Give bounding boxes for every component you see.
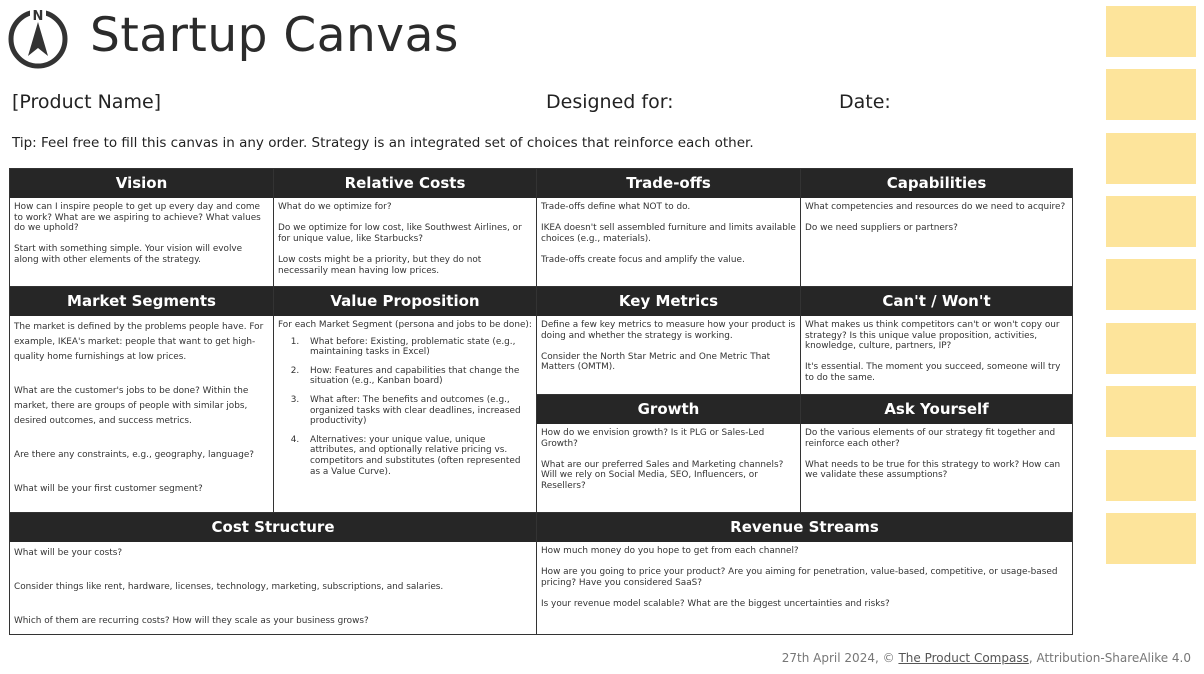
growth-section[interactable] (537, 395, 801, 513)
value-proposition-list (278, 337, 532, 478)
section-text: How are you going to price your product? Are you aiming for penetration, value-based, competitive, or usage-based pricing? Have you considered SaaS? (541, 567, 1058, 588)
relative-costs-section[interactable] (274, 169, 537, 287)
section-title: Can't / Won't (801, 287, 1072, 316)
sticky-note[interactable] (1106, 196, 1196, 247)
section-text: Trade-offs define what NOT to do. (541, 202, 691, 212)
ask-yourself-section[interactable] (801, 395, 1072, 513)
strategy-canvas (9, 168, 1073, 635)
section-title: Key Metrics (537, 287, 800, 316)
list-item: 1. What before: Existing, problematic state (e.g., maintaining tasks in Excel) (302, 337, 532, 358)
market-segments-section[interactable] (10, 287, 274, 513)
section-text: Are there any constraints, e.g., geography, language? (14, 450, 255, 460)
compass-letter: N (32, 9, 44, 24)
section-text: Low costs might be a priority, but they do not necessarily mean having low prices. (278, 254, 482, 276)
section-text: What will be your costs? (14, 548, 123, 558)
section-title: Market Segments (10, 287, 273, 316)
product-name-field[interactable]: [Product Name] (12, 91, 162, 113)
section-text: Do we need suppliers or partners? (805, 223, 958, 234)
designed-for-label: Designed for: (546, 91, 674, 113)
section-text: Which of them are recurring costs? How will they scale as your business grows? (14, 616, 369, 626)
section-title: Ask Yourself (801, 395, 1072, 424)
section-title: Trade-offs (537, 169, 800, 198)
value-proposition-section[interactable] (274, 287, 537, 513)
page-title: Startup Canvas (90, 8, 459, 63)
section-text: How do we envision growth? Is it PLG or Sales-Led Growth? (541, 428, 765, 449)
sticky-note[interactable] (1106, 450, 1196, 501)
sticky-note[interactable] (1106, 259, 1196, 310)
section-text: What will be your first customer segment? (14, 484, 203, 494)
tip-text: Tip: Feel free to fill this canvas in any order. Strategy is an integrated set of choices that reinforce each other. (12, 135, 754, 151)
section-title: Cost Structure (10, 513, 536, 542)
footer (782, 651, 1191, 665)
revenue-streams-section[interactable] (537, 513, 1072, 634)
section-text: The market is defined by the problems people have. For example, IKEA's market: people that want to get high-quality home furnishings at low prices. (14, 322, 264, 362)
key-metrics-section[interactable] (537, 287, 801, 395)
section-text: What are the customer's jobs to be done? Within the market, there are groups of people with similar jobs, desired outcomes, and success metrics. (14, 386, 249, 426)
section-text: How much money do you hope to get from each channel? (541, 546, 799, 556)
section-title: Capabilities (801, 169, 1072, 198)
section-text: It's essential. The moment you succeed, someone will try to do the same. (805, 362, 1061, 383)
section-text: Define a few key metrics to measure how your product is doing and whether the strategy is working. (541, 320, 796, 341)
vision-section[interactable] (10, 169, 274, 287)
section-text: IKEA doesn't sell assembled furniture and limits available choices (e.g., materials). (541, 223, 796, 244)
cost-structure-section[interactable] (10, 513, 537, 634)
date-label: Date: (839, 91, 891, 113)
sticky-note[interactable] (1106, 6, 1196, 57)
section-text: What makes us think competitors can't or won't copy our strategy? Is this unique value proposition, activities, knowledge, culture, partners, IP? (805, 320, 1060, 352)
sticky-note[interactable] (1106, 323, 1196, 374)
section-text: For each Market Segment (persona and jobs to be done): (278, 320, 532, 330)
compass-logo-icon (6, 6, 70, 70)
section-text: Is your revenue model scalable? What are the biggest uncertainties and risks? (541, 598, 890, 609)
section-text: Do the various elements of our strategy fit together and reinforce each other? (805, 428, 1056, 449)
sticky-note[interactable] (1106, 69, 1196, 120)
section-text: How can I inspire people to get up every day and come to work? What are we aspiring to achieve? What values do we uphold? (14, 202, 261, 234)
cant-wont-section[interactable] (801, 287, 1072, 395)
section-text: What needs to be true for this strategy to work? How can we validate these assumptions? (805, 459, 1061, 481)
footer-date: 27th April 2024, (781, 651, 879, 665)
section-text: Consider things like rent, hardware, licenses, technology, marketing, subscriptions, and salaries. (14, 582, 444, 592)
capabilities-section[interactable] (801, 169, 1072, 287)
product-compass-link[interactable]: The Product Compass (898, 651, 1029, 665)
section-text: What competencies and resources do we need to acquire? (805, 202, 1066, 212)
section-text: Start with something simple. Your vision will evolve along with other elements of the strategy. (14, 244, 243, 265)
section-text: Consider the North Star Metric and One Metric That Matters (OMTM). (541, 351, 771, 373)
sticky-note[interactable] (1106, 386, 1196, 437)
copyright-symbol: © (882, 651, 895, 665)
section-title: Revenue Streams (537, 513, 1072, 542)
license-text: , Attribution-ShareAlike 4.0 (1028, 651, 1191, 665)
section-text: Do we optimize for low cost, like Southwest Airlines, or for unique value, like Starbucks? (278, 223, 522, 244)
sticky-note[interactable] (1106, 513, 1196, 564)
section-text: What are our preferred Sales and Marketing channels? Will we rely on Social Media, SEO, Influencers, or Resellers? (541, 459, 784, 491)
section-title: Growth (537, 395, 800, 424)
trade-offs-section[interactable] (537, 169, 801, 287)
list-item: 3. What after: The benefits and outcomes (e.g., organized tasks with clear deadlines, increased productivity) (302, 395, 532, 427)
section-title: Relative Costs (274, 169, 536, 198)
sticky-note[interactable] (1106, 133, 1196, 184)
section-title: Value Proposition (274, 287, 536, 316)
section-text: Trade-offs create focus and amplify the value. (541, 254, 745, 265)
section-text: What do we optimize for? (278, 202, 392, 212)
list-item: 4. Alternatives: your unique value, unique attributes, and optionally relative pricing vs. competitors and substitutes (often represented as a Value Curve). (302, 435, 532, 477)
section-title: Vision (10, 169, 273, 198)
list-item: 2. How: Features and capabilities that change the situation (e.g., Kanban board) (302, 366, 532, 387)
